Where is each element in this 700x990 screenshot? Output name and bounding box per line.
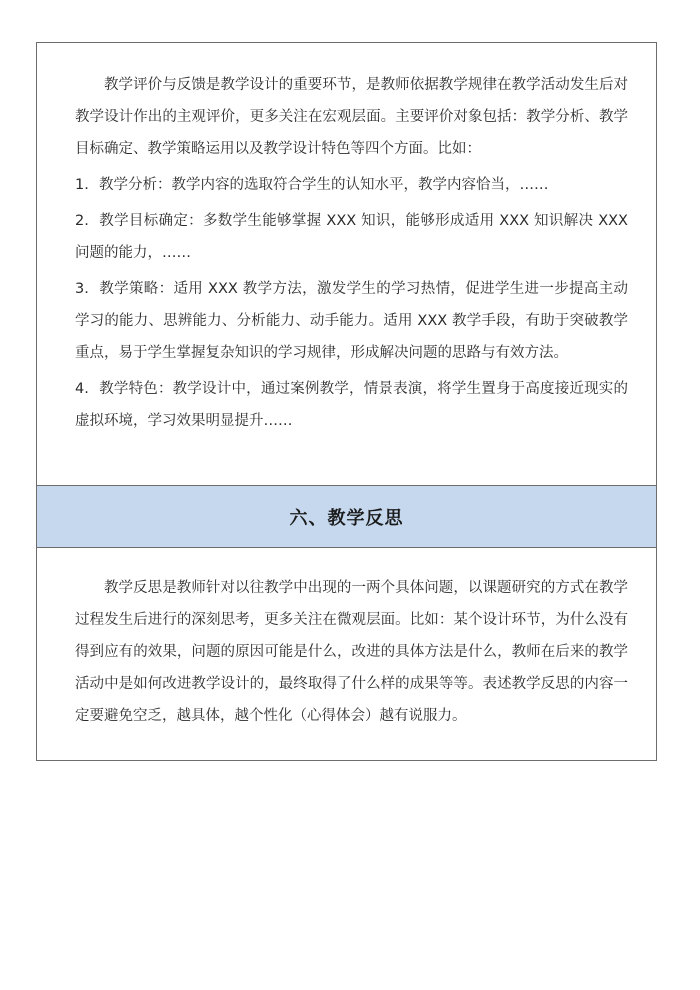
list-item-text: 教学目标确定：多数学生能够掌握 XXX 知识，能够形成适用 XXX 知识解决 XXX 问题的能力，…… bbox=[75, 213, 628, 261]
list-item-number: 3. bbox=[75, 281, 89, 297]
list-item-number: 4. bbox=[75, 381, 89, 397]
list-item bbox=[75, 273, 628, 369]
list-item bbox=[75, 373, 628, 437]
section-title-reflection: 六、教学反思 bbox=[37, 485, 656, 548]
list-item-text: 教学策略：适用 XXX 教学方法，激发学生的学习热情，促进学生进一步提高主动学习的能力、思辨能力、分析能力、动手能力。适用 XXX 教学手段，有助于突破教学重点，易于学生掌握复杂知识的学习规律，形成解决问题的思路与有效方法。 bbox=[75, 281, 628, 361]
document-table bbox=[36, 42, 657, 761]
list-item bbox=[75, 205, 628, 269]
evaluation-cell bbox=[37, 43, 656, 485]
reflection-cell bbox=[37, 548, 656, 760]
reflection-body: 教学反思是教师针对以往教学中出现的一两个具体问题，以课题研究的方式在教学过程发生后进行的深刻思考，更多关注在微观层面。比如：某个设计环节，为什么没有得到应有的效果，问题的原因可能是什么，改进的具体方法是什么，教师在后来的教学活动中是如何改进教学设计的，最终取得了什么样的成果等等。表述教学反思的内容一定要避免空乏，越具体，越个性化（心得体会）越有说服力。 bbox=[75, 580, 628, 724]
list-item-number: 2. bbox=[75, 213, 89, 229]
list-item-number: 1. bbox=[75, 177, 89, 193]
list-item bbox=[75, 169, 628, 201]
evaluation-intro: 教学评价与反馈是教学设计的重要环节，是教师依据教学规律在教学活动发生后对教学设计作出的主观评价，更多关注在宏观层面。主要评价对象包括：教学分析、教学目标确定、教学策略运用以及教学设计特色等四个方面。比如： bbox=[75, 77, 628, 157]
list-item-text: 教学特色：教学设计中，通过案例教学，情景表演，将学生置身于高度接近现实的虚拟环境，学习效果明显提升…… bbox=[75, 381, 628, 429]
list-item-text: 教学分析：教学内容的选取符合学生的认知水平，教学内容恰当，…… bbox=[99, 177, 549, 193]
